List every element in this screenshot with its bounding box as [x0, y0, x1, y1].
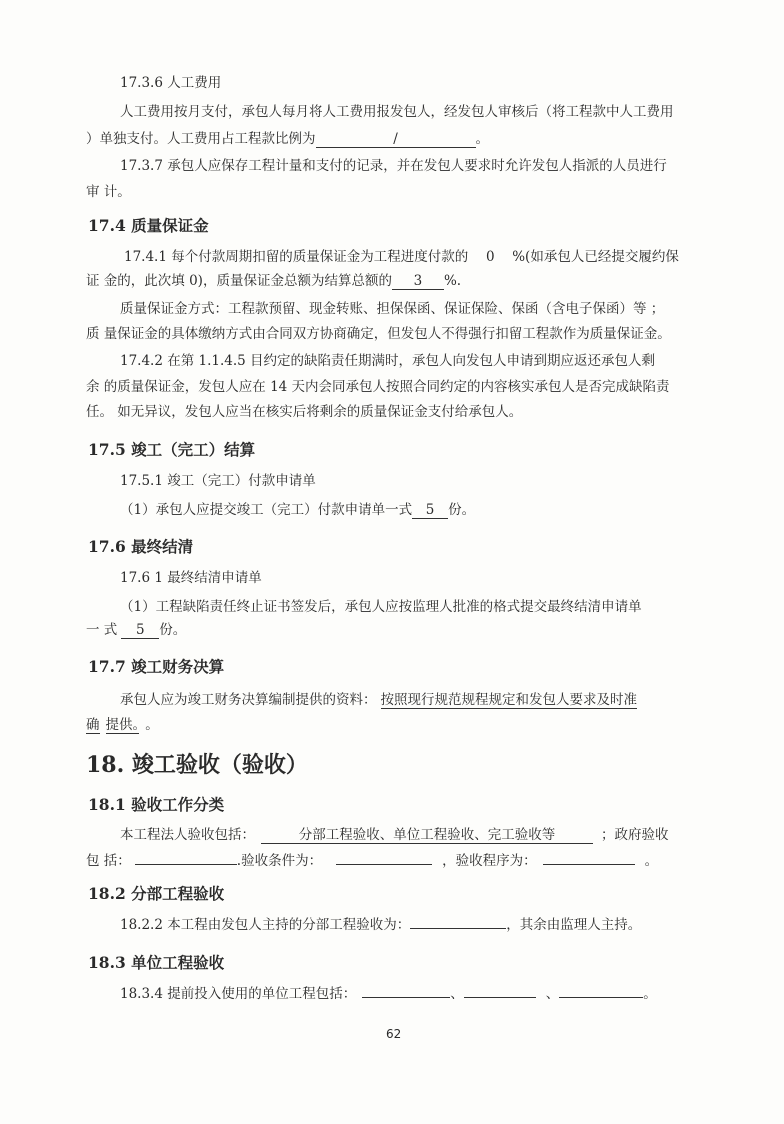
- retention-percent: 0: [485, 249, 495, 265]
- clause-17-3-7-line-1: 17.3.7 承包人应保存工程计量和支付的记录，并在发包人要求时允许发包人指派的人员进行: [120, 158, 667, 174]
- materials-fill: 确: [86, 717, 100, 733]
- clause-text: 包 括：: [86, 853, 131, 869]
- clause-17-4-1-line-1: [124, 248, 679, 266]
- clause-text: 18.3.4 提前投入使用的单位工程包括：: [120, 986, 357, 1002]
- clause-text: 。: [145, 717, 159, 733]
- section-17-7-title: 17.7 竣工财务决算: [88, 657, 225, 676]
- clause-17-6-1-heading: 17.6 1 最终结清申请单: [120, 570, 262, 586]
- clause-text: 本工程法人验收包括：: [120, 827, 255, 843]
- chapter-18-title: 18. 竣工验收（验收）: [86, 752, 308, 778]
- clause-text: 份。: [159, 622, 187, 638]
- clause-text: 17.4.1 每个付款周期扣留的质量保证金为工程进度付款的: [124, 249, 469, 265]
- clause-17-7-line-1: [120, 691, 637, 709]
- copies-count-blank: 5: [121, 622, 159, 639]
- clause-17-4-method-line-1: 质量保证金方式：工程款预留、现金转账、担保保函、保证保险、保函（含电子保函）等 ；: [120, 301, 665, 317]
- clause-17-4-2-line-1: 17.4.2 在第 1.1.4.5 目约定的缺陷责任期满时，承包人向发包人申请到期应返还承包人剩: [120, 353, 656, 369]
- section-17-4-title: 17.4 质量保证金: [88, 216, 209, 235]
- clause-text: 一 式: [86, 622, 118, 638]
- acceptance-conditions-blank: [336, 864, 432, 865]
- clause-17-5-1-heading: 17.5.1 竣工（完工）付款申请单: [120, 473, 316, 489]
- copies-count-blank: 5: [412, 502, 448, 519]
- clause-17-7-line-2: [86, 716, 159, 734]
- total-retention-percent-blank: 3: [392, 273, 444, 290]
- clause-text: 证 金的，此次填 0)，质量保证金总额为结算总额的: [86, 273, 392, 289]
- clause-text: （1）承包人应提交竣工（完工）付款申请单一式: [120, 502, 413, 518]
- clause-text: ；政府验收: [601, 827, 669, 843]
- clause-text: 。: [475, 131, 489, 147]
- separator: 、: [450, 986, 464, 1002]
- employer-acceptance-blank: [410, 928, 506, 929]
- clause-17-3-6-line-2: [86, 130, 489, 148]
- clause-18-1-line-2: [86, 852, 658, 870]
- section-18-1-title: 18.1 验收工作分类: [88, 795, 225, 814]
- labor-ratio-blank: /: [316, 131, 476, 148]
- clause-text: ，其余由监理人主持。: [506, 917, 642, 933]
- legal-person-acceptance-fill: 分部工程验收、单位工程验收、完工验收等: [261, 827, 593, 844]
- clause-text: ）单独支付。人工费用占工程款比例为: [86, 131, 316, 147]
- clause-text: 。: [644, 853, 659, 869]
- clause-18-2-2-line: [120, 916, 641, 934]
- clause-17-6-1-line-1: （1）工程缺陷责任终止证书签发后，承包人应按监理人批准的格式提交最终结清申请单: [120, 599, 642, 615]
- clause-text: .验收条件为：: [236, 853, 323, 869]
- separator: 、: [545, 986, 560, 1002]
- clause-17-4-1-line-2: [86, 272, 461, 290]
- clause-text: 份。: [448, 502, 476, 518]
- acceptance-procedure-blank: [543, 864, 635, 865]
- clause-18-1-line-1: [120, 826, 669, 844]
- early-use-unit-blank-2: [464, 997, 536, 998]
- clause-17-4-2-line-3: 任。 如无异议，发包人应当在核实后将剩余的质量保证金支付给承包人。: [86, 404, 523, 420]
- clause-17-5-1-line: [120, 501, 475, 519]
- clause-17-3-6-heading: 17.3.6 人工费用: [120, 75, 222, 91]
- clause-text: 18.2.2 本工程由发包人主持的分部工程验收为：: [120, 917, 411, 933]
- clause-text: %(如承包人已经提交履约保: [512, 249, 679, 265]
- clause-17-4-2-line-2: 余 的质量保证金，发包人应在 14 天内会同承包人按照合同约定的内容核实承包人是否完成缺陷责: [86, 379, 670, 395]
- section-17-5-title: 17.5 竣工（完工）结算: [88, 440, 256, 459]
- clause-17-6-1-line-2: [86, 621, 186, 639]
- materials-fill: 按照现行规范规程规定和发包人要求及时准: [380, 692, 637, 708]
- section-17-6-title: 17.6 最终结清: [88, 537, 194, 556]
- clause-text: %.: [443, 273, 462, 289]
- clause-text: 承包人应为竣工财务决算编制提供的资料：: [120, 692, 377, 708]
- gov-acceptance-blank: [135, 864, 237, 865]
- clause-17-4-method-line-2: 质 量保证金的具体缴纳方式由合同双方协商确定，但发包人不得强行扣留工程款作为质量保证金。: [86, 326, 671, 342]
- section-18-3-title: 18.3 单位工程验收: [88, 953, 225, 972]
- clause-18-3-4-line: [120, 985, 657, 1003]
- section-18-2-title: 18.2 分部工程验收: [88, 884, 225, 903]
- clause-text: 。: [643, 986, 657, 1002]
- clause-text: ，验收程序为：: [442, 853, 537, 869]
- clause-17-3-6-line-1: 人工费用按月支付，承包人每月将人工费用报发包人，经发包人审核后（将工程款中人工费用: [120, 104, 674, 120]
- page-number: 62: [386, 1027, 402, 1041]
- clause-17-3-7-line-2: 审 计。: [86, 184, 131, 200]
- early-use-unit-blank-1: [362, 997, 450, 998]
- materials-fill: 提供。: [105, 717, 140, 733]
- early-use-unit-blank-3: [559, 997, 643, 998]
